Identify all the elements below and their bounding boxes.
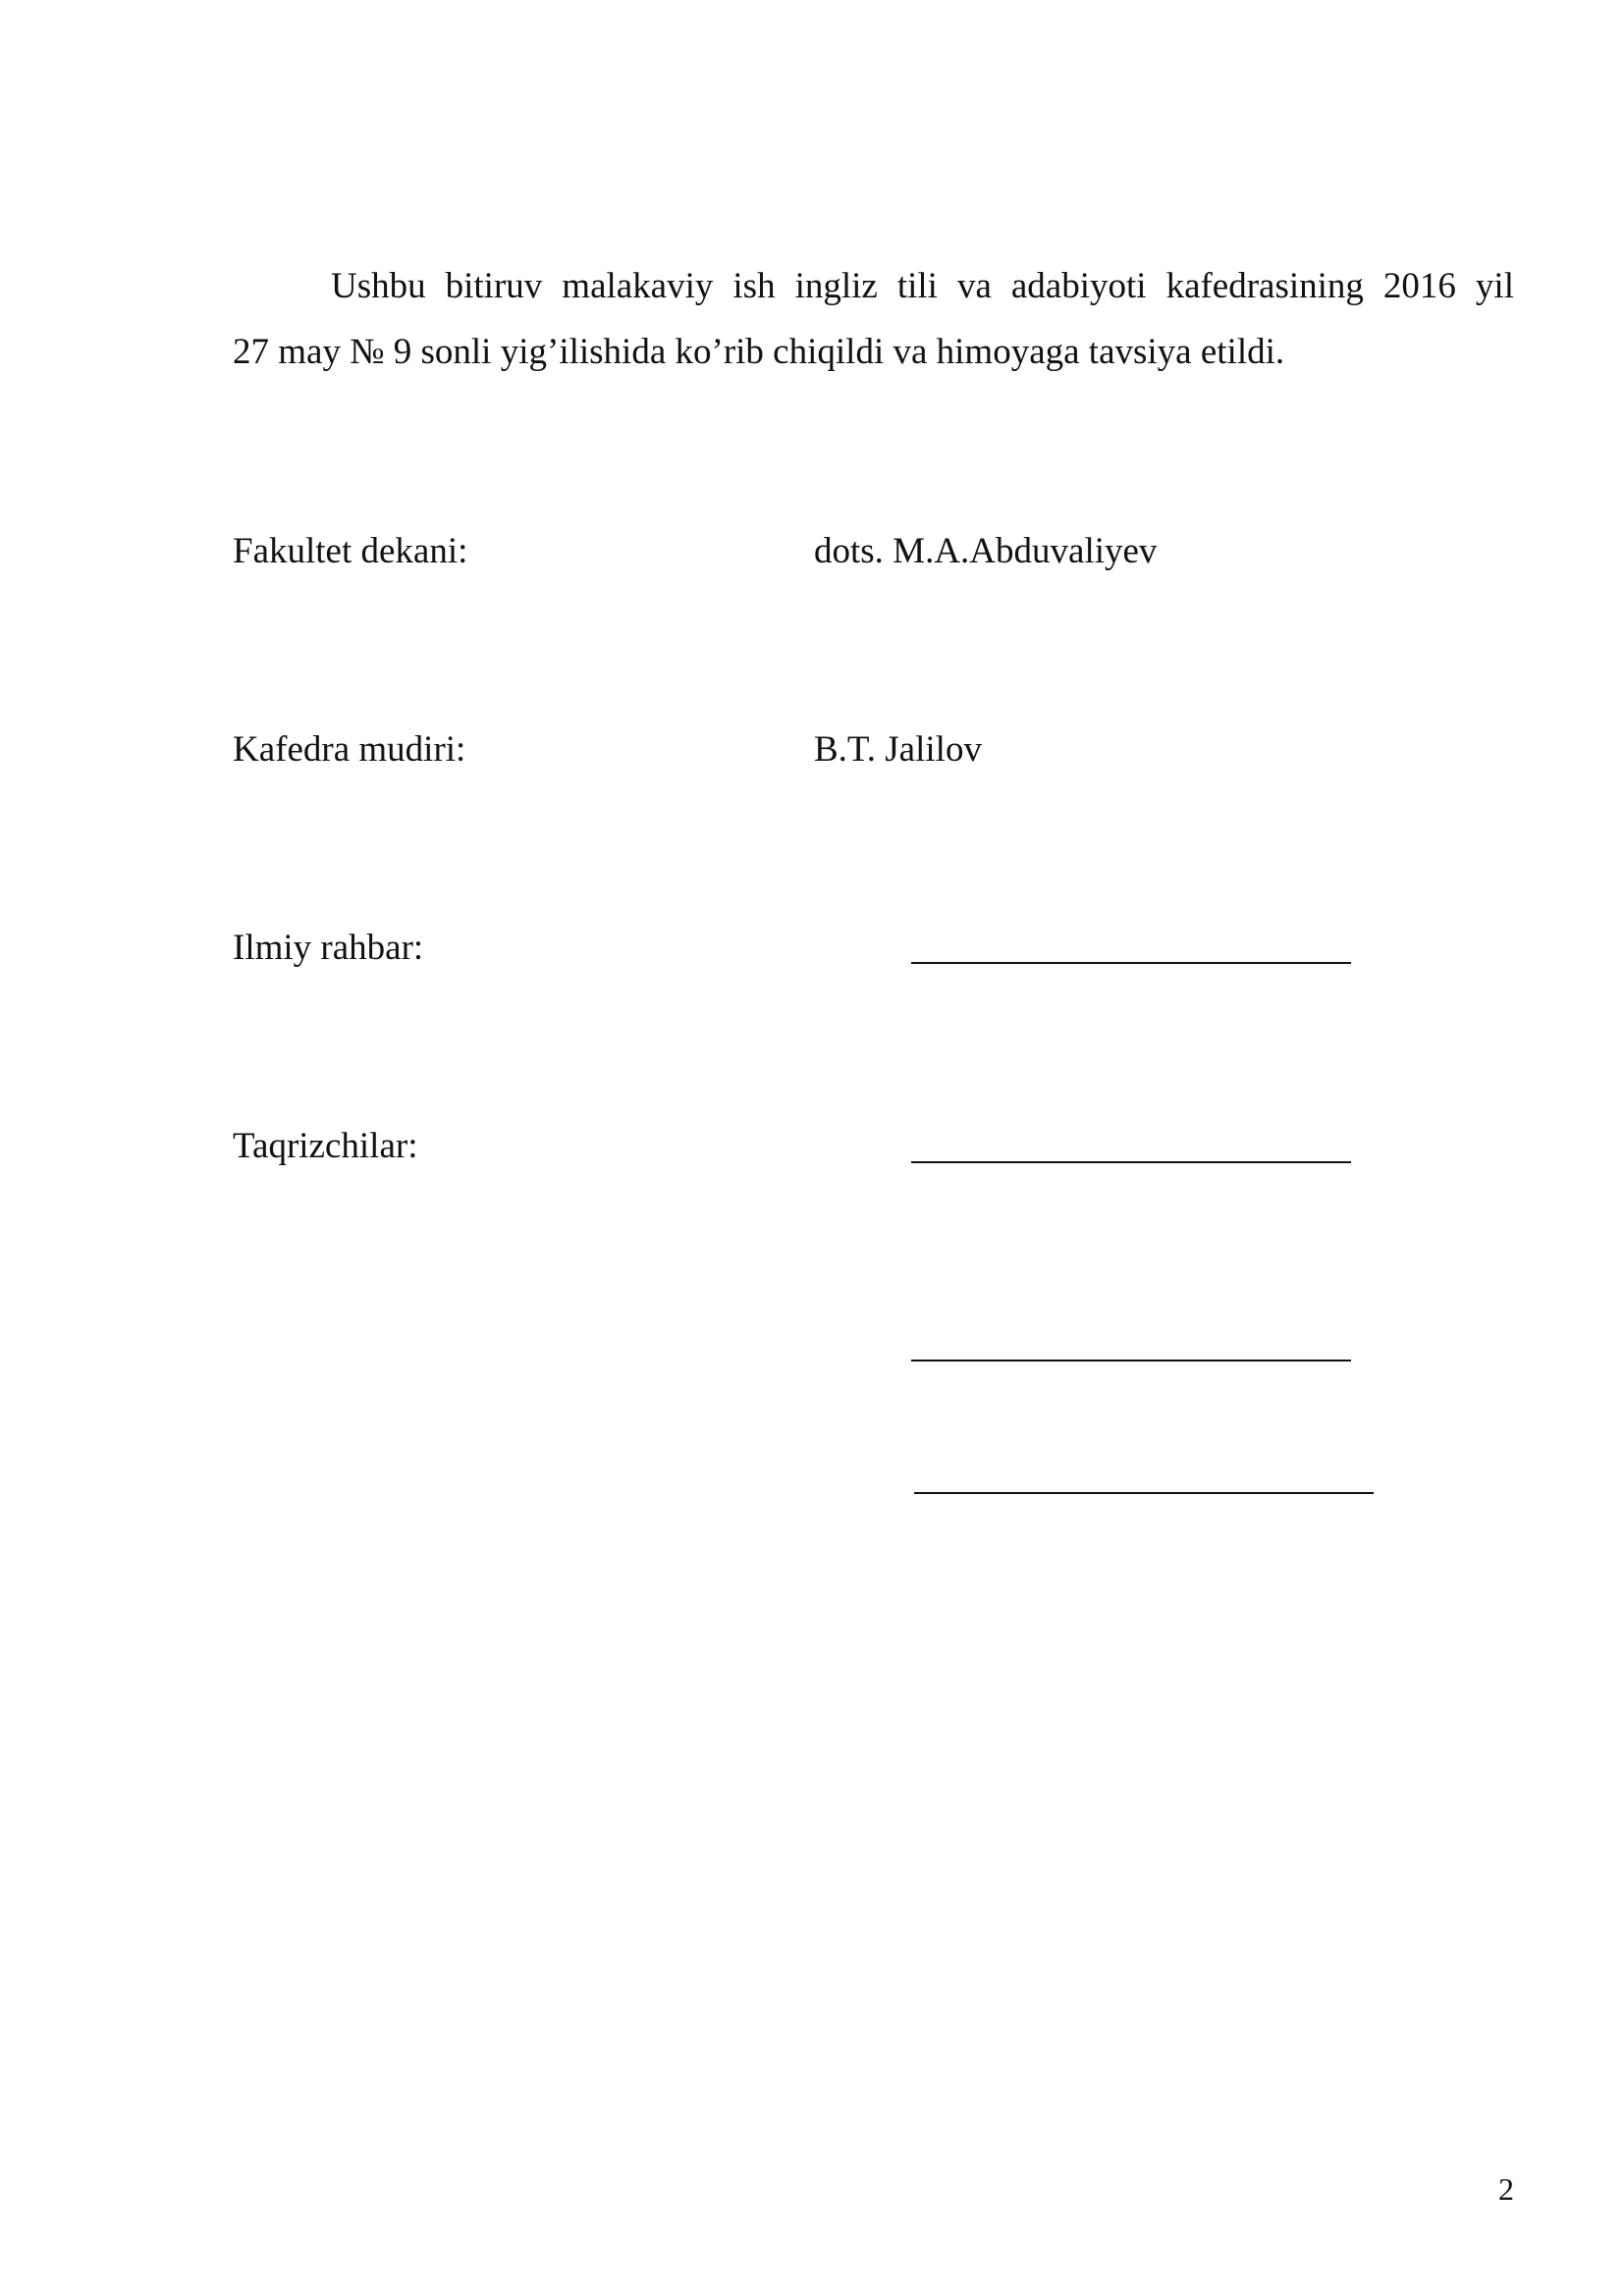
- approval-paragraph-line-1: Ushbu bitiruv malakaviy ish ingliz tili va adabiyoti kafedrasining 2016 yil: [331, 266, 1514, 306]
- dean-label: Fakultet dekani:: [233, 531, 468, 571]
- supervisor-signature-line: [911, 962, 1351, 964]
- supervisor-label: Ilmiy rahbar:: [233, 928, 424, 968]
- approval-paragraph-line-2: 27 may № 9 sonli yig’ilishida ko’rib chiqildi va himoyaga tavsiya etildi.: [233, 332, 1285, 372]
- reviewer-signature-line-3: [914, 1492, 1374, 1494]
- page-number: 2: [1498, 2171, 1514, 2207]
- dean-name: dots. M.A.Abduvaliyev: [814, 531, 1158, 571]
- reviewer-signature-line-2: [911, 1360, 1351, 1362]
- department-head-label: Kafedra mudiri:: [233, 729, 466, 770]
- reviewer-signature-line-1: [911, 1161, 1351, 1163]
- approval-paragraph: [233, 253, 1514, 385]
- reviewers-label: Taqrizchilar:: [233, 1126, 418, 1166]
- department-head-name: B.T. Jalilov: [814, 729, 982, 770]
